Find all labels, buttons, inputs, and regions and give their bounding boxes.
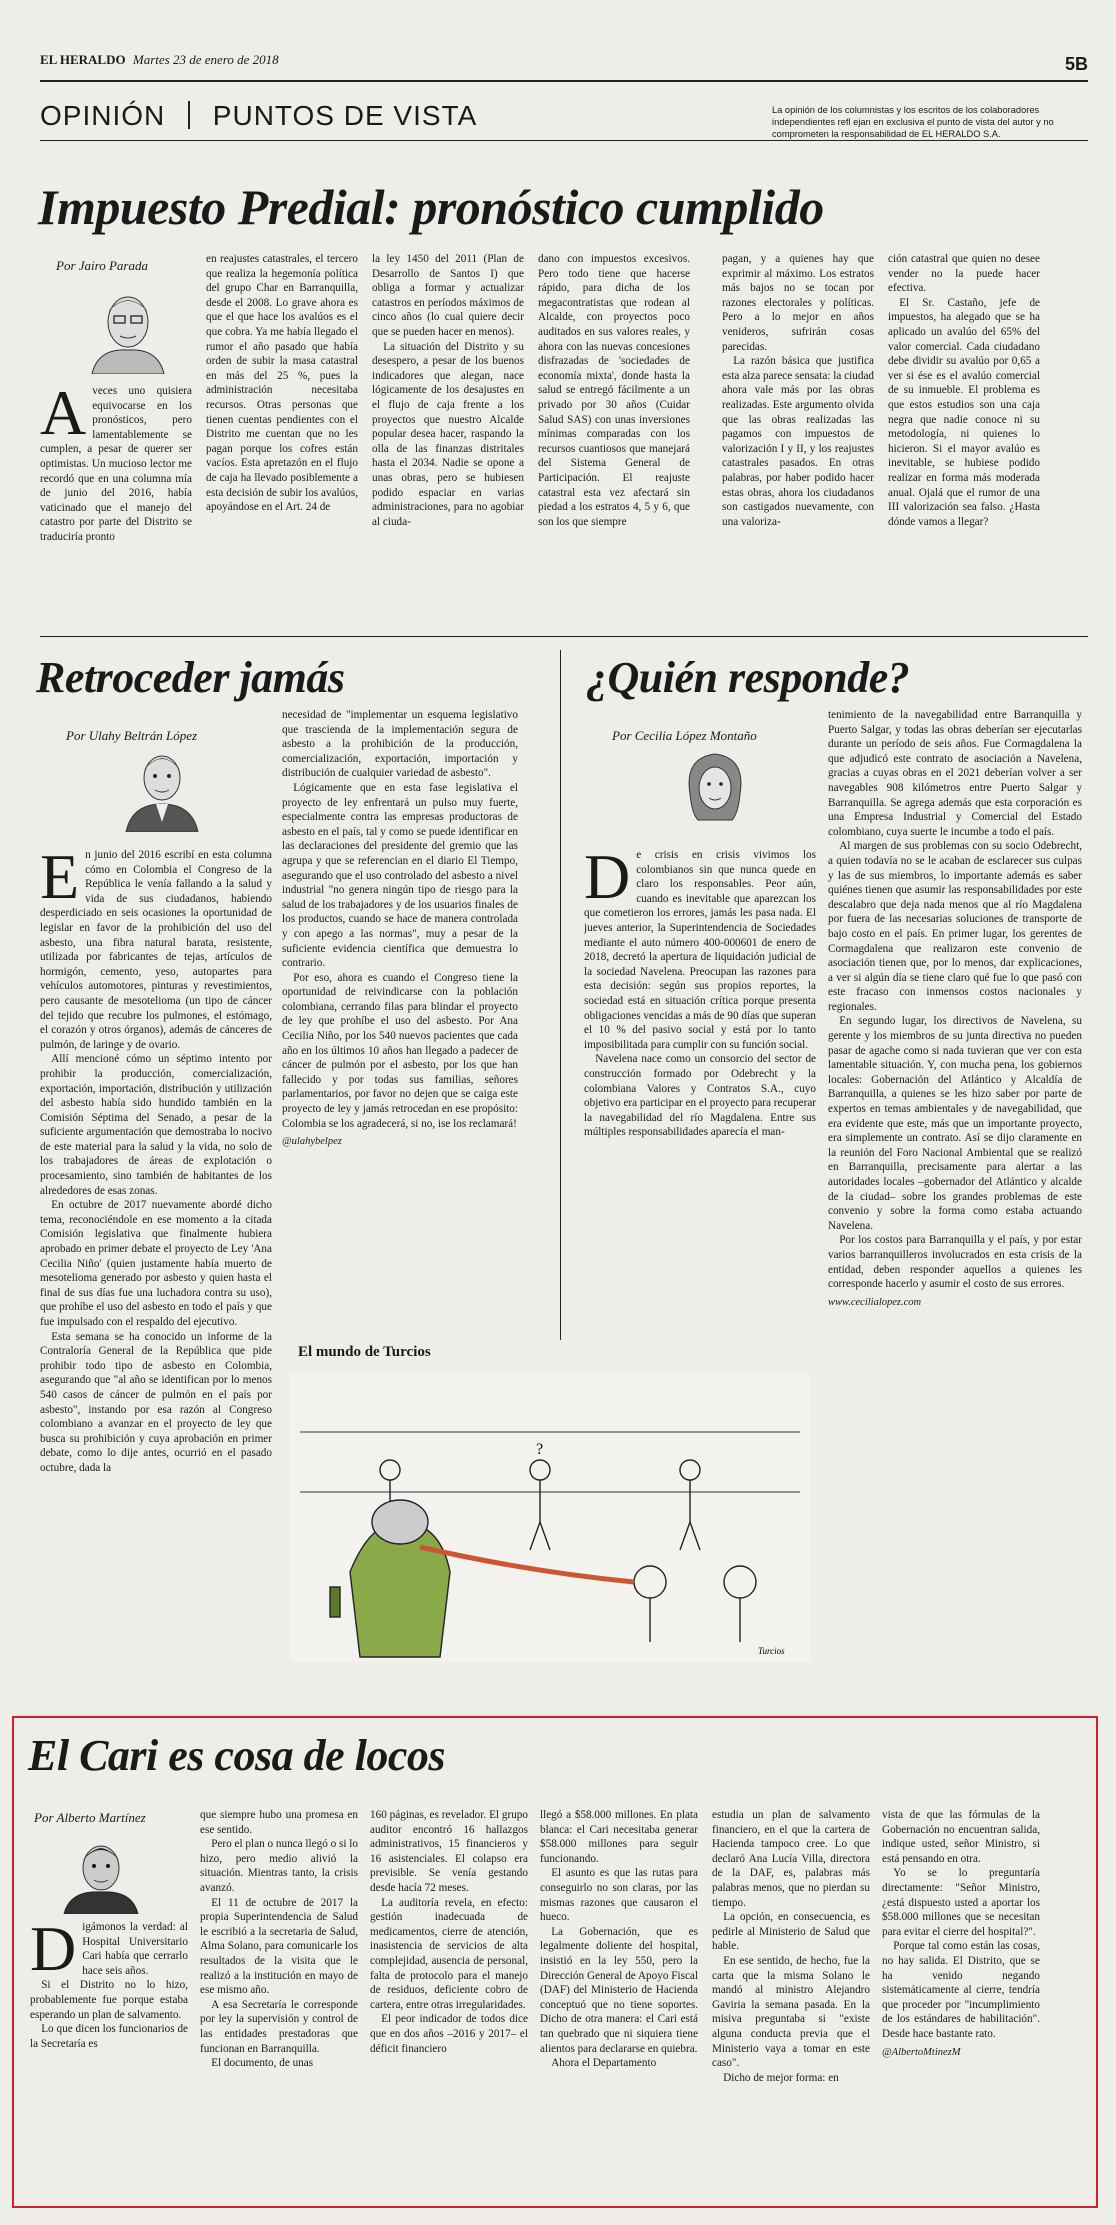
article4-col2-text: que siempre hubo una promesa en ese sentido. Pero el plan o nunca llegó o si lo hizo, pero medio alivió la situación. Mientras tanto, la crisis avanzó. El 11 de octubre de 2017 la propia Superintendencia de Salud le escribió a la secretaria de Salud, Alma Solano, para comunicarle los resultados de la visita que le realizó a la institución en mayo de ese mismo año. A esa Secretaría le corresponde por ley la supervisión y control de las entidades prestadoras que funcionan en Barranquilla. El documento, de unas: [200, 1809, 358, 2070]
header-rule-top: [40, 80, 1088, 82]
cartoon-illustration: [290, 1372, 810, 1662]
cartoon-signature: Turcios: [758, 1646, 785, 1656]
article1-col3-text: la ley 1450 del 2011 (Plan de Desarrollo de Santos I) que obliga a formar y actualizar catastros en períodos máximos de cinco años (lo cual quiere decir que se pueden hacer en menos). La situación del Distrito y su desespero, a pesar de los buenos indicadores que alegan, nace lógicamente de los desajustes en el flujo de caja frente a los proyectos que nuestro Alcalde popular desea hacer, raspando la olla de las finanzas distritales hasta el 2034. Nadie se opone a unas obras, pero se hubiesen podido espaciar en varias administraciones, para no agobiar al ciuda-: [372, 253, 524, 528]
article4-col1-text: igámonos la verdad: al Hospital Universitario Cari había que cerrarlo hace seis años. Si el Distrito no lo hizo, probablemente fue porque estaba esperando un plan de salvamento. Lo que dicen los funcionarios de la Secretaría es: [30, 1921, 188, 2050]
article1-col1-text: veces uno quisiera equivocarse en los pronósticos, pero lamentablemente se cumplen, a pesar de querer ser optimistas. Un mucioso lector me recordó que en una columna mía de junio del 2016, había vaticinado que el manejo del catastro por parte del Distrito se traduciría pronto: [40, 385, 192, 543]
article2-col1-text: n junio del 2016 escribí en esta columna cómo en Colombia el Congreso de la República le venía fallando a la salud y vida de sus ciudadanos, habiendo desperdiciado en seis ocasiones la oportunidad de legislar en favor de la prohibición del uso del asbesto, una fibra natural barata, resistente, utilizada por fabricantes de tejas, artículos de hormigón, cemento, yeso, autopartes para vehículos automotores, pinturas y revestimientos, pero causante de mesotelioma (un tipo de cáncer del tejido que recubre los pulmones, el estómago, el corazón y otros órganos), además de cánceres de pulmón, de laringe y de ovario. Allí mencioné cómo un séptimo intento por prohibir la producción, comercialización, exportación, importación, distribución y utilización del asbesto había sido hundido también en la Comisión Séptima del Senado, a pesar de la suficiente argumentación que demostraba lo nocivo de este material para la salud y la vida, no solo de los trabajadores de áreas de explotación o procesamiento, sino también de habitantes de los alrededores de esas zonas. En octubre de 2017 nuevamente abordé dicho tema, reconociéndole en ese momento a la citada Comisión legislativa que finalmente hubiera aprobado en primer debate el proyecto de Ley 'Ana Cecilia Niño' (quien justamente había muerto de mesotelioma generado por asbesto y quien hasta el final de sus días fue una luchadora contra su uso), que prohíbe el uso del asbesto en todo el país y que fue impulsado con el respaldo del ejecutivo. Esta semana se ha conocido un informe de la Contraloría General de la República que pide prohibir todo tipo de asbesto en Colombia, asegurando que "al año se identifican por lo menos 540 casos de cáncer de pulmón en el país por asbesto", instando por esa razón al Congreso colombiano a avanzar en el proyecto de ley que busca su prohibición y cuya aprobación en primer debate, como lo dije antes, ocurrió en el pasado octubre, dada la: [40, 849, 272, 1474]
section-title: [40, 100, 477, 132]
article4-title: El Cari es cosa de locos: [28, 1731, 445, 1780]
masthead: [40, 52, 279, 68]
article4-col4-text: llegó a $58.000 millones. En plata blanca: el Cari necesitaba generar $58.000 millones para seguir funcionando. El asunto es que las rutas para conseguirlo no son claras, por las mismas razones que causaron el hueco. La Gobernación, que es legalmente doliente del hospital, insistió en la ley 550, pero la Dirección General de Apoyo Fiscal (DAF) del Ministerio de Hacienda conceptuó que no tiene soportes. Dicho de otra manera: el Cari está tan quebrado que ni siquiera tiene alientos para declararse en quiebra. Ahora el Departamento: [540, 1809, 698, 2070]
article3-handle: www.cecilialopez.com: [828, 1296, 922, 1308]
section-divider-1: [40, 636, 1088, 637]
article2-col2: [282, 708, 518, 1318]
article4-col2: [200, 1808, 358, 2188]
article3-title: ¿Quién responde?: [586, 653, 910, 702]
article1-title: Impuesto Predial: pronóstico cumplido: [38, 179, 824, 235]
cartoon-title: El mundo de Turcios: [298, 1344, 431, 1360]
article4-handle: @AlbertoMtinezM: [882, 2046, 961, 2058]
article2-dropcap: E: [40, 848, 80, 912]
article4-col6: [882, 1808, 1040, 2188]
article3-col2-text: tenimiento de la navegabilidad entre Barranquilla y Puerto Salgar, y todas las obras deberían ser ejecutarlas durante un período de seis años. Fue Cormagdalena la que adjudicó este contrato de asociación a Navelena, gracias a cuyas obras en el 2021 deberían volver a ser navegables 908 kilómetros entre Puerto Salgar y Barranquilla. Se agrega además que esta corporación es una Empresa Industrial y Comercial del Estado colombiano, cuya suerte le incumbe a todo el país. Al margen de sus problemas con su socio Odebrecht, a quien todavía no se le acaban de esclarecer sus culpas y las de sus miembros, lo importante además es saber quiénes tienen que asumir las responsabilidades por este descalabro que deja nada menos que al río Magdalena por fuera de las necesarias soluciones de transporte de bajo costo en el país. En primer lugar, los gerentes de Cormagdalena que realizaron este convenio de asociación tienen que, por lo menos, dar explicaciones, a ver si algún día se tiene claro qué fue lo que pasó con este fracaso con inmensos costos nacionales y regionales. En segundo lugar, los directivos de Navelena, su gerente y los miembros de su junta directiva no pueden pasar de agache como si nada tuvieran que ver con esta lamentable situación. Y, con mucha pena, los gobiernos locales: Gobernación del Atlántico y Alcaldía de Barranquilla, a quienes se les hizo saber por parte de expertos en temas ambientales y de navegabilidad, que era evidente que este, más que un importante proyecto, era simplemente un contrato. Así se dijo claramente en la reunión del Foro Nacional Ambiental que se realizó en Barranquilla, precisamente para alertar a las autoridades locales –gobernador del Atlántico y alcalde de la ciudad– sobre los grandes problemas de este convenio y sobre la forma como estaba actuando Navelena. Por los costos para Barranquilla y el país, y por estar varios barranquilleros involucrados en esta crisis de la entidad, deben responder aquellos a quienes les corresponde hacerlo y asumir el costo de sus errores.: [828, 709, 1082, 1291]
article4-col3: [370, 1808, 528, 2188]
article1-col4-text: dano con impuestos excesivos. Pero todo tiene que hacerse rápido, para dicha de los megacontratistas que rodean al Alcalde, con proyectos poco auditados en sus valores reales, y ahora con las nuevas concesiones disfrazadas de 'sociedades de economía mixta', donde hasta la salud se entregó fácilmente a un privado por 30 años (Cuidar Salud SAS) con unas inversiones mínimas comparadas con los recursos cuantiosos que manejará del Sistema General de Participación. El reajuste catastral esta vez afectará sin piedad a los estratos 4, 5 y 6, que son los que siempre: [538, 253, 690, 528]
portrait-ulahy-beltran: [124, 742, 200, 832]
article2-byline: Por Ulahy Beltrán López: [66, 728, 198, 743]
article2-title: Retroceder jamás: [36, 653, 345, 702]
section-puntos: PUNTOS DE VISTA: [212, 100, 478, 131]
article3-col1-text: e crisis en crisis vivimos los colombianos sin que nunca quede en claro los responsables. Peor aún, cuando es inevitable que aparezcan los que cometieron los errores, jamás les pasa nada. El jueves anterior, la Superintendencia de Sociedades mediante el auto número 400-000601 de enero de 2018, decretó la apertura de liquidación judicial de la sociedad Navelena. Preocupan las razones para esta decisión: según sus propios reportes, la sociedad está en situación crítica porque presenta obligaciones vencidas a más de 90 días que superan el 10 % del pasivo social y está por lo tanto imposibilitada para cumplir con su función social. Navelena nace como un consorcio del sector de construcción formado por Odebrecht y la colombiana Valores y Contratos S.A., cuyo objetivo era participar en el proyecto para recuperar la navegabilidad del río Magdalena. Entre sus múltiples responsabilidades aparecía el man-: [584, 849, 816, 1139]
article1-col5: [722, 252, 874, 588]
article3-col2: [828, 708, 1082, 1700]
portrait-cecilia-lopez: [680, 744, 750, 826]
section-separator: [188, 101, 190, 129]
article3-dropcap: D: [584, 848, 631, 912]
article4-byline: Por Alberto Martínez: [34, 1810, 146, 1825]
article4-dropcap: D: [30, 1920, 77, 1984]
column-divider-vertical: [560, 650, 561, 1340]
article2-handle: @ulahybelpez: [282, 1136, 342, 1148]
article4-col5: [712, 1808, 870, 2188]
article1-byline: Por Jairo Parada: [56, 258, 148, 273]
article1-col5-text: pagan, y a quienes hay que exprimir al máximo. Los estratos más bajos no se tocan por razones electorales y políticas. Pero a lo mejor en años venideros, sufrirán cosas parecidas. La razón básica que justifica esta alza parece sensata: la ciudad ahora vale más por las obras realizadas. Este argumento olvida que las obras realizadas las pagamos con impuestos de valorización I y II, y los reajustes catastrales pasados. En otras palabras, por haber podido hacer estas obras, ahora los ciudadanos son castigados nuevamente, con una valoriza-: [722, 253, 874, 528]
article1-col6-text: ción catastral que quien no desee vender no la puede hacer efectiva. El Sr. Castaño, jefe de impuestos, ha alegado que se ha aplicado un avalúo del 65% del valor comercial. Cada ciudadano debe dividir su avalúo por 0,65 a ver si ése es el avalúo comercial de su inmueble. El problema es que estos estudios son una caja negra que nadie conoce ni su metodología, ni quienes lo hicieron. Si el mayor avalúo es inevitable, se hubiese podido realizar en forma más moderada anual. Ojalá que el rumor de una III valorización sea falso. ¿Hasta dónde vamos a llegar?: [888, 253, 1040, 528]
article1-dropcap: A: [40, 384, 87, 448]
article1-col2: [206, 252, 358, 588]
article1-col6: [888, 252, 1040, 588]
paper-name: EL HERALDO: [40, 52, 126, 67]
portrait-alberto-martinez: [62, 1834, 140, 1914]
page-number: 5B: [1064, 54, 1088, 74]
issue-date: Martes 23 de enero de 2018: [132, 52, 279, 67]
disclaimer: La opinión de los columnistas y los escritos de los colaboradores independientes refl ejan en exclusiva el punto de vista del autor y no comprometen la responsabilidad de EL HERALDO S.A.: [772, 105, 1054, 139]
article4-col4: [540, 1808, 698, 2188]
article3-byline: Por Cecilia López Montaño: [612, 728, 757, 743]
article4-col5-text: estudia un plan de salvamento financiero, en el que la cartera de Hacienda tampoco cree. Lo que declaró Ana Lucía Villa, directora de la DAF, es, palabras más palabras menos, que no pierdan su tiempo. La opción, en consecuencia, es pedirle al Ministerio de Salud que hable. En ese sentido, de hecho, fue la carta que la misma Solano le mandó al ministro Alejandro Gaviria la semana pasada. En la misiva preguntaba si "existe alguna conducta previa que el Ministerio vaya a tomar en este caso". Dicho de mejor forma: en: [712, 1809, 870, 2084]
article1-col4: [538, 252, 690, 588]
article1-col1: [40, 384, 192, 584]
cartoon-question-mark: ?: [536, 1441, 544, 1458]
article4-col6-text: vista de que las fórmulas de la Gobernación no encuentran salida, indique usted, señor Ministro, si está pensando en otra. Yo se lo preguntaría directamente: "Señor Ministro, ¿está dispuesto usted a aportar los $58.000 millones que se necesitan para evitar el cierre del hospital?". Porque tal como están las cosas, no hay salida. El Distrito, que se ha venido negando sistemáticamente al cierre, tendría que proceder por "incumplimiento de los estándares de habilitación". Desde hace bastante rato.: [882, 1809, 1040, 2040]
article4-col3-text: 160 páginas, es revelador. El grupo auditor encontró 16 hallazgos administrativos, 15 financieros y 16 asistenciales. El colapso era previsible. Se venía gestando desde hacía 72 meses. La auditoría revela, en efecto: gestión inadecuada de medicamentos, cierre de atención, inasistencia de servicios de alta complejidad, ausencia de personal, falta de protocolo para el manejo de residuos, deficiente cobro de cartera, entre otras irregularidades. El peor indicador de todos dice que en dos años –2016 y 2017– el déficit financiero: [370, 1809, 528, 2055]
article2-col1: [40, 848, 272, 1680]
header-rule-bottom: [40, 140, 1088, 141]
article1-col3: [372, 252, 524, 588]
portrait-jairo-parada: [86, 282, 170, 374]
article4-col1: [30, 1920, 188, 2190]
article3-col1: [584, 848, 816, 1298]
section-opinion: OPINIÓN: [40, 100, 166, 131]
article1-col2-text: en reajustes catastrales, el tercero que realiza la hegemonía política del grupo Char en Barranquilla, desde el 2008. Lo grave ahora es que el que hace los avalúos es el que cobra. Ya me había llegado el rumor el año pasado que había orden de subir la masa catastral en más del 25 %, pues la administración necesitaba recursos. Otras personas que tienen cuentas pendientes con el Distrito me cuentan que no les pagan porque los cofres están vacíos. Esta apretazón en el flujo de caja ha llevado posiblemente a esta decisión de subir los avalúos, apoyándose en el Art. 24 de: [206, 253, 358, 514]
article2-col2-text: necesidad de "implementar un esquema legislativo que trascienda de la implementación segura de asbesto a la prohibición de la producción, comercialización, exportación, importación y distribución de cualquier variedad de asbesto". Lógicamente que en esta fase legislativa el proyecto de ley enfrentará un pulso muy fuerte, especialmente contra las empresas productoras de asbesto en el país, tal y como se puede identificar en las declaraciones del presidente del gremio que las agrupa y que se referencian en el diario El Tiempo, asegurando que el uso controlado del asbesto a nivel industrial "no genera ningún tipo de riesgo para la salud de los trabajadores y de los usuarios finales de los productos, cuando se hace de manera controlada y con apego a las normas", muy a pesar de la suficiente evidencia científica que demuestra lo contrario. Por eso, ahora es cuando el Congreso tiene la oportunidad de reivindicarse con la población colombiana, cerrando filas para blindar el proyecto de ley que prohíbe el uso del asbesto. Por Ana Cecilia Niño, por los 540 nuevos pacientes que cada año en los últimos 10 años han llegado a padecer de cáncer de pulmón por el asbesto, por los que han fallecido y por todas sus familias, señores parlamentarios, por favor no dejen que se caiga este proyecto de ley y jamás retrocedan en ese propósito: Colombia se los agradecerá, si no, ise los reclamará!: [282, 709, 518, 1130]
